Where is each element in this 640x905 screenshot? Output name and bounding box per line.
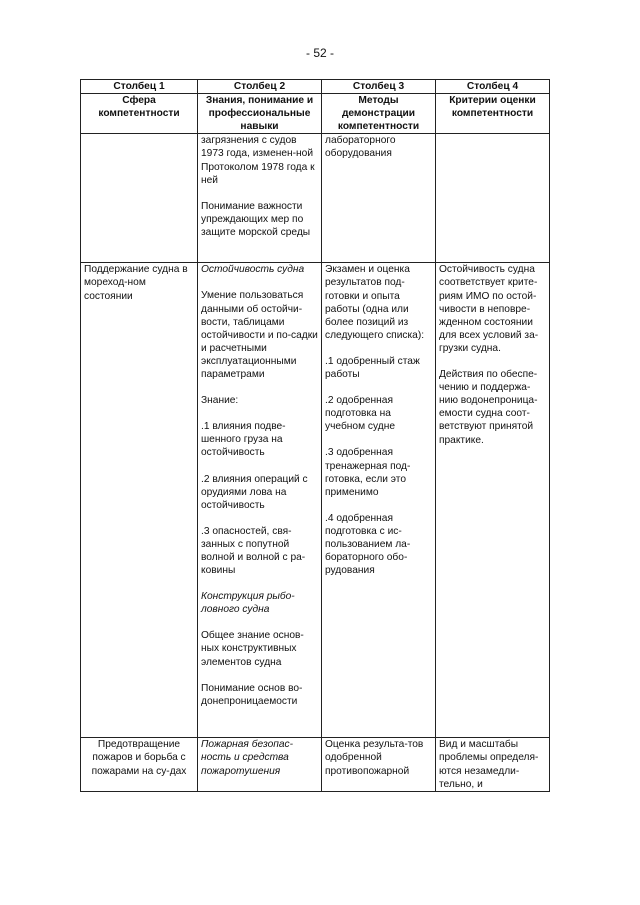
page-number: - 52 - (305, 46, 334, 60)
list-item: .1 влияния подве-шенного груза на остойчивость (201, 421, 286, 459)
methods-cell (322, 263, 436, 738)
cell-paragraph: Умение пользоваться данными об остойчи-вости, таблицами остойчивости и по-садки и расчетными эксплуатационными параметрами (201, 290, 318, 381)
knowledge-cell (198, 134, 322, 263)
list-item: .4 одобренная подготовка с ис-пользованием ла-бораторного обо-рудования (325, 512, 411, 577)
criteria-cell (436, 738, 550, 791)
column-1-title: Сфера компетентности (81, 94, 198, 134)
list-item: .3 опасностей, свя-занных с попутной волной и волной с ра-ковины (201, 525, 306, 577)
cell-paragraph: Понимание важности упреждающих мер по защите морской среды (201, 200, 311, 238)
column-2-title: Знания, понимание и профессиональные навыки (198, 94, 322, 134)
knowledge-cell (198, 738, 322, 791)
cell-paragraph: лабораторного оборудования (325, 135, 396, 160)
cell-paragraph: Остойчивость судна соответствует крите-риям ИМО по остой-чивости в неповре-жденном состоянии для всех условий за-грузки судна. (439, 264, 539, 354)
section-heading: Остойчивость судна (201, 264, 305, 276)
list-item: .1 одобренный стаж работы (325, 355, 420, 381)
column-title-row (81, 94, 550, 134)
competence-cell (81, 263, 198, 738)
cell-paragraph: Знание: (201, 395, 239, 407)
column-1-number: Столбец 1 (81, 80, 198, 94)
column-3-number: Столбец 3 (322, 80, 436, 94)
cell-paragraph: Действия по обеспе-чению и поддержа-нию водонепроница-емости судна соот-ветствуют принятой практике. (439, 369, 538, 446)
column-4-number: Столбец 4 (436, 80, 550, 94)
column-4-title: Критерии оценки компетентности (436, 94, 550, 134)
methods-cell (322, 738, 436, 791)
list-item: .2 влияния операций с орудиями лова на остойчивость (201, 473, 308, 511)
criteria-cell (436, 263, 550, 738)
competence-cell (81, 134, 198, 263)
methods-cell (322, 134, 436, 263)
cell-paragraph: Экзамен и оценка результатов под-готовки и опыта работы (одна или более позиций из следующего списка): (325, 264, 425, 341)
list-item: .3 одобренная тренажерная под-готовка, если это применимо (325, 447, 411, 498)
list-item: .2 одобренная подготовка на учебном судне (325, 395, 395, 433)
cell-paragraph: Предотвращение пожаров и борьба с пожарами на су-дах (91, 739, 187, 777)
column-2-number: Столбец 2 (198, 80, 322, 94)
cell-paragraph: Оценка результа-тов одобренной противопожарной (325, 739, 424, 777)
cell-paragraph: загрязнения с судов 1973 года, изменен-ной Протоколом 1978 года к ней (201, 135, 315, 186)
cell-paragraph: Вид и масштабы проблемы определя-ются незамедли-тельно, и (439, 739, 539, 790)
cell-paragraph: Поддержание судна в мореход-ном состоянии (84, 264, 188, 302)
column-3-title: Методы демонстрации компетентности (322, 94, 436, 134)
table-row (81, 263, 550, 738)
section-heading: Конструкция рыбо-ловного судна (201, 591, 295, 616)
cell-paragraph: Общее знание основ-ных конструктивных элементов судна (201, 630, 304, 668)
competence-cell (81, 738, 198, 791)
competence-table (80, 79, 550, 792)
column-number-row (81, 80, 550, 94)
cell-paragraph: Понимание основ во-донепроницаемости (201, 682, 303, 707)
table-row (81, 134, 550, 263)
knowledge-cell (198, 263, 322, 738)
criteria-cell (436, 134, 550, 263)
section-heading: Пожарная безопас-ность и средства пожаротушения (201, 739, 294, 777)
table-row (81, 738, 550, 791)
